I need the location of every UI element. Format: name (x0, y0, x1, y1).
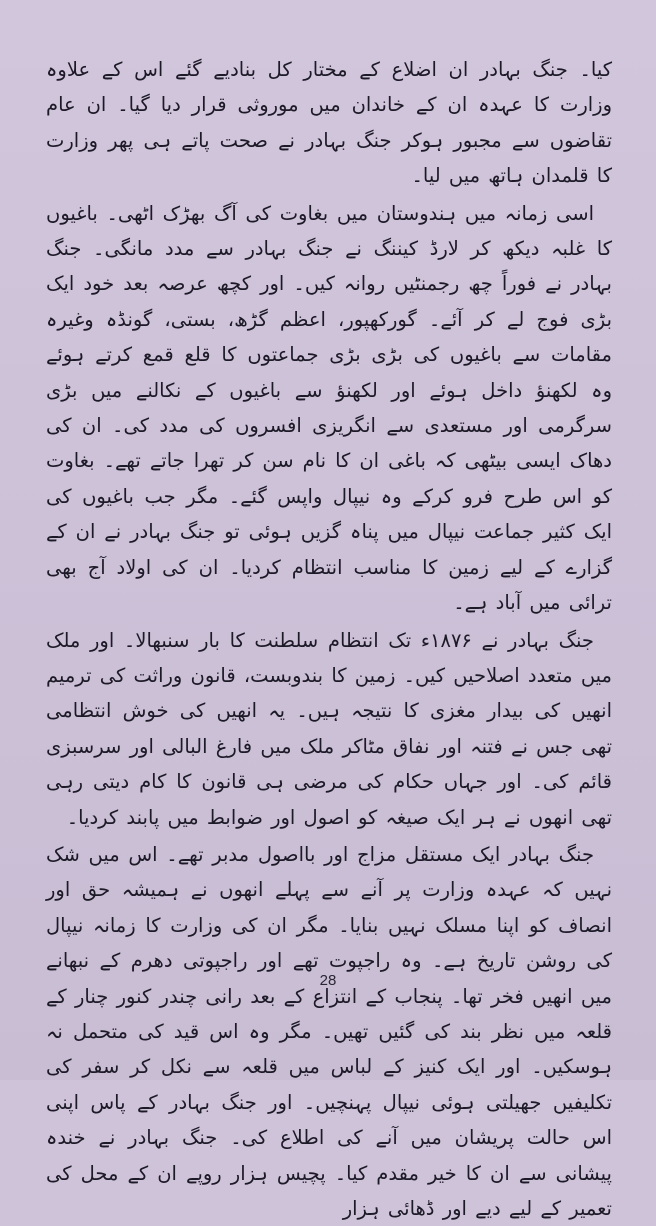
paragraph: اسی زمانہ میں ہندوستان میں بغاوت کی آگ بھڑک اٹھی۔ باغیوں کا غلبہ دیکھ کر لارڈ کیننگ نے جنگ بہادر سے مدد مانگی۔ جنگ بہادر نے فوراً چھ رجمنٹیں روانہ کیں۔ اور کچھ عرصہ بعد خود ایک بڑی فوج لے کر آئے۔ گورکھپور، اعظم گڑھ، بستی، گونڈہ وغیرہ مقامات سے باغیوں کی بڑی بڑی جماعتوں کا قلع قمع کرتے ہوئے وہ لکھنؤ داخل ہوئے اور لکھنؤ سے باغیوں کے نکالنے میں بڑی سرگرمی اور مستعدی سے انگریزی افسروں کی مدد کی۔ ان کی دھاک ایسی بیٹھی کہ باغی ان کا نام سن کر تھرا جاتے تھے۔ بغاوت کو اس طرح فرو کرکے وہ نیپال واپس گئے۔ مگر جب باغیوں کی ایک کثیر جماعت نیپال میں پناہ گزیں ہوئی تو جنگ بہادر نے ان کے گزارے کے لیے زمین کا مناسب انتظام کردیا۔ ان کی اولاد آج بھی ترائی میں آباد ہے۔ (46, 201, 612, 615)
page-text (46, 52, 612, 1226)
paragraph: جنگ بہادر نے ۱۸۷۶ء تک انتظام سلطنت کا بار سنبھالا۔ اور ملک میں متعدد اصلاحیں کیں۔ زمین کا بندوبست، قانون وراثت کی ترمیم انھیں کی بیدار مغزی کا نتیجہ ہیں۔ یہ انھیں کی خوش انتظامی تھی جس نے فتنہ اور نفاق مٹاکر ملک میں فارغ البالی اور سرسبزی قائم کی۔ اور جہاں حکام کی مرضی ہی قانون کا کام دیتی رہی تھی انھوں نے ہر ایک صیغہ کو اصول اور ضوابط میں پابند کردیا۔ (46, 628, 612, 829)
paragraph: جنگ بہادر ایک مستقل مزاج اور بااصول مدبر تھے۔ اس میں شک نہیں کہ عہدہ وزارت پر آنے سے پہلے انھوں نے ہمیشہ حق اور انصاف کو اپنا مسلک نہیں بنایا۔ مگر ان کی وزارت کا زمانہ نیپال کی روشن تاریخ ہے۔ وہ راجپوت تھے اور راجپوتی دھرم کے نبھانے میں انھیں فخر تھا۔ پنجاب کے انتزاع کے بعد رانی چندر کنور چنار کے قلعہ میں نظر بند کی گئیں تھیں۔ مگر وہ اس قید کی متحمل نہ ہوسکیں۔ اور ایک کنیز کے لباس میں قلعہ سے نکل کر سفر کی تکلیفیں جھیلتی ہوئی نیپال پہنچیں۔ اور جنگ بہادر کے پاس اپنی اس حالت پریشان میں آنے کی اطلاع کی۔ جنگ بہادر نے خندہ پیشانی سے ان کا خیر مقدم کیا۔ پچیس ہزار روپے ان کے محل کی تعمیر کے لیے دیے اور ڈھائی ہزار (46, 842, 612, 1220)
page-number: 28 (319, 972, 337, 989)
paragraph: کیا۔ جنگ بہادر ان اضلاع کے مختار کل بنادیے گئے اس کے علاوہ وزارت کا عہدہ ان کے خاندان میں موروثی قرار دیا گیا۔ ان عام تقاضوں سے مجبور ہوکر جنگ بہادر نے صحت پاتے ہی پھر وزارت کا قلمدان ہاتھ میں لیا۔ (46, 58, 612, 188)
